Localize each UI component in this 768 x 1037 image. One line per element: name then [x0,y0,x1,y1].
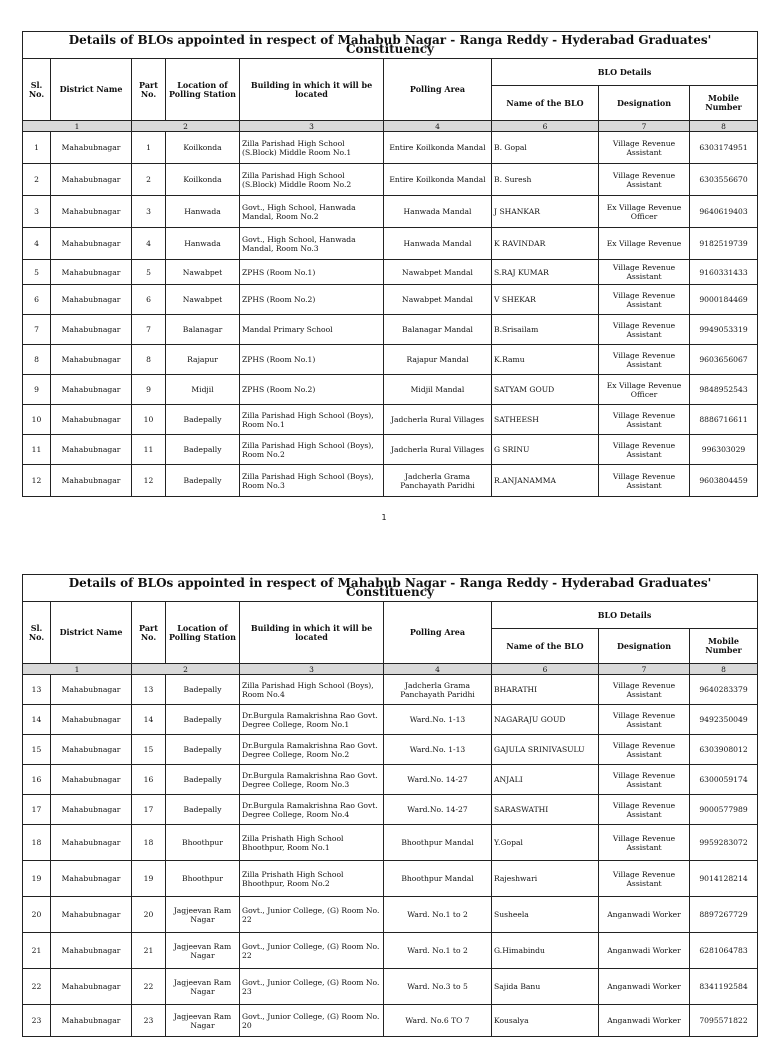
table-row [23,315,758,345]
cell-mobile: 9492350049 [690,705,758,735]
cell-sl-no: 19 [23,861,51,897]
cell-mobile: 9949053319 [690,315,758,345]
cell-district: Mahabubnagar [51,933,132,969]
cell-location: Nawabpet [166,285,240,315]
cell-mobile: 8897267729 [690,897,758,933]
cell-location: Badepally [166,705,240,735]
cell-building: Govt., Junior College, (G) Room No. 20 [240,1005,384,1037]
cell-district: Mahabubnagar [51,260,132,285]
cell-location: Badepally [166,435,240,465]
cell-blo-name: K RAVINDAR [492,228,599,260]
header-sl-no: Sl. No. [23,602,51,664]
cell-district: Mahabubnagar [51,1005,132,1037]
cell-polling-area: Ward.No. 14-27 [384,765,492,795]
cell-district: Mahabubnagar [51,164,132,196]
cell-district: Mahabubnagar [51,795,132,825]
cell-designation: Village Revenue Assistant [599,132,690,164]
cell-building: Dr.Burgula Ramakrishna Rao Govt. Degree College, Room No.1 [240,705,384,735]
cell-district: Mahabubnagar [51,705,132,735]
cell-district: Mahabubnagar [51,765,132,795]
cell-part-no: 1 [132,132,166,164]
cell-part-no: 20 [132,897,166,933]
cell-building: Zilla Prishath High School Bhoothpur, Room No.2 [240,861,384,897]
cell-mobile: 8886716611 [690,405,758,435]
page-number: 1 [381,513,387,522]
cell-part-no: 17 [132,795,166,825]
cell-building: Govt., High School, Hanwada Mandal, Room No.2 [240,196,384,228]
cell-blo-name: G SRINU [492,435,599,465]
header-location: Location of Polling Station [166,602,240,664]
cell-part-no: 19 [132,861,166,897]
cell-part-no: 12 [132,465,166,497]
cell-mobile: 9959283072 [690,825,758,861]
cell-polling-area: Jadcherla Rural Villages [384,435,492,465]
cell-building: Dr.Burgula Ramakrishna Rao Govt. Degree College, Room No.3 [240,765,384,795]
cell-district: Mahabubnagar [51,897,132,933]
cell-polling-area: Nawabpet Mandal [384,260,492,285]
column-number: 1 [23,121,132,132]
cell-building: Zilla Parishad High School (S.Block) Middle Room No.1 [240,132,384,164]
cell-part-no: 8 [132,345,166,375]
cell-designation: Village Revenue Assistant [599,705,690,735]
cell-building: Govt., High School, Hanwada Mandal, Room No.3 [240,228,384,260]
cell-sl-no: 13 [23,675,51,705]
cell-building: Zilla Parishad High School (Boys), Room No.4 [240,675,384,705]
table-row [23,795,758,825]
header-building: Building in which it will be located [240,59,384,121]
cell-sl-no: 20 [23,897,51,933]
cell-blo-name: GAJULA SRINIVASULU [492,735,599,765]
cell-location: Badepally [166,405,240,435]
cell-location: Hanwada [166,196,240,228]
cell-polling-area: Jadcherla Grama Panchayath Paridhi [384,465,492,497]
table-title: Details of BLOs appointed in respect of Mahabub Nagar - Ranga Reddy - Hyderabad Graduates' Constituency [23,575,758,602]
cell-blo-name: B. Gopal [492,132,599,164]
cell-designation: Village Revenue Assistant [599,315,690,345]
table-row [23,196,758,228]
table-row [23,735,758,765]
cell-district: Mahabubnagar [51,825,132,861]
cell-mobile: 9848952543 [690,375,758,405]
cell-building: Zilla Parishad High School (Boys), Room No.2 [240,435,384,465]
cell-part-no: 13 [132,675,166,705]
cell-mobile: 6303556670 [690,164,758,196]
cell-designation: Village Revenue Assistant [599,735,690,765]
cell-location: Hanwada [166,228,240,260]
cell-district: Mahabubnagar [51,735,132,765]
table-row [23,285,758,315]
cell-sl-no: 18 [23,825,51,861]
column-number: 7 [599,664,690,675]
cell-polling-area: Ward.No. 14-27 [384,795,492,825]
column-number: 6 [492,121,599,132]
cell-building: Govt., Junior College, (G) Room No. 22 [240,933,384,969]
table-row [23,861,758,897]
cell-polling-area: Hanwada Mandal [384,228,492,260]
table-row [23,260,758,285]
cell-district: Mahabubnagar [51,861,132,897]
cell-part-no: 3 [132,196,166,228]
cell-polling-area: Balanagar Mandal [384,315,492,345]
cell-sl-no: 4 [23,228,51,260]
cell-designation: Anganwadi Worker [599,1005,690,1037]
column-number: 1 [23,664,132,675]
cell-mobile: 6300059174 [690,765,758,795]
cell-polling-area: Ward. No.1 to 2 [384,897,492,933]
cell-location: Balanagar [166,315,240,345]
cell-polling-area: Midjil Mandal [384,375,492,405]
cell-location: Badepally [166,675,240,705]
table-row [23,969,758,1005]
cell-sl-no: 6 [23,285,51,315]
cell-blo-name: S.RAJ KUMAR [492,260,599,285]
cell-sl-no: 10 [23,405,51,435]
cell-district: Mahabubnagar [51,675,132,705]
cell-building: Dr.Burgula Ramakrishna Rao Govt. Degree College, Room No.2 [240,735,384,765]
column-number-row [23,121,758,132]
cell-blo-name: G.Himabindu [492,933,599,969]
cell-mobile: 9160331433 [690,260,758,285]
cell-sl-no: 17 [23,795,51,825]
cell-building: Zilla Parishad High School (Boys), Room No.1 [240,405,384,435]
cell-sl-no: 21 [23,933,51,969]
cell-polling-area: Entire Koilkonda Mandal [384,132,492,164]
cell-mobile: 9000577989 [690,795,758,825]
cell-part-no: 14 [132,705,166,735]
header-part-no: Part No. [132,59,166,121]
header-designation: Designation [599,86,690,121]
cell-location: Jagjeevan Ram Nagar [166,969,240,1005]
cell-polling-area: Nawabpet Mandal [384,285,492,315]
cell-building: Zilla Parishad High School (S.Block) Middle Room No.2 [240,164,384,196]
cell-designation: Anganwadi Worker [599,933,690,969]
cell-polling-area: Ward. No.6 TO 7 [384,1005,492,1037]
cell-mobile: 9603656067 [690,345,758,375]
header-blo-details: BLO Details [492,602,758,629]
cell-location: Nawabpet [166,260,240,285]
blo-table-page-1 [22,31,757,497]
cell-designation: Village Revenue Assistant [599,164,690,196]
cell-designation: Ex Village Revenue Officer [599,196,690,228]
cell-blo-name: Y.Gopal [492,825,599,861]
column-number: 8 [690,664,758,675]
header-mobile: Mobile Number [690,629,758,664]
cell-mobile: 9014128214 [690,861,758,897]
header-designation: Designation [599,629,690,664]
header-sl-no: Sl. No. [23,59,51,121]
cell-sl-no: 1 [23,132,51,164]
table-row [23,435,758,465]
table-row [23,1005,758,1037]
header-building: Building in which it will be located [240,602,384,664]
cell-sl-no: 12 [23,465,51,497]
cell-location: Jagjeevan Ram Nagar [166,933,240,969]
column-number: 6 [492,664,599,675]
table-row [23,375,758,405]
table-row [23,705,758,735]
cell-polling-area: Rajapur Mandal [384,345,492,375]
header-polling-area: Polling Area [384,59,492,121]
cell-polling-area: Ward. No.3 to 5 [384,969,492,1005]
cell-sl-no: 22 [23,969,51,1005]
header-district: District Name [51,602,132,664]
header-polling-area: Polling Area [384,602,492,664]
cell-building: Zilla Prishath High School Bhoothpur, Room No.1 [240,825,384,861]
cell-district: Mahabubnagar [51,285,132,315]
cell-part-no: 15 [132,735,166,765]
cell-location: Midjil [166,375,240,405]
column-number: 3 [240,121,384,132]
cell-polling-area: Bhoothpur Mandal [384,861,492,897]
cell-location: Badepally [166,465,240,497]
cell-sl-no: 23 [23,1005,51,1037]
cell-district: Mahabubnagar [51,315,132,345]
cell-polling-area: Bhoothpur Mandal [384,825,492,861]
blo-table-page-2 [22,574,757,1037]
cell-polling-area: Ward.No. 1-13 [384,705,492,735]
cell-sl-no: 9 [23,375,51,405]
cell-blo-name: ANJALI [492,765,599,795]
cell-building: Dr.Burgula Ramakrishna Rao Govt. Degree College, Room No.4 [240,795,384,825]
cell-part-no: 7 [132,315,166,345]
cell-sl-no: 16 [23,765,51,795]
cell-blo-name: B.Srisailam [492,315,599,345]
table-body [23,675,758,1037]
cell-designation: Ex Village Revenue Officer [599,375,690,405]
cell-mobile: 8341192584 [690,969,758,1005]
cell-designation: Village Revenue Assistant [599,765,690,795]
cell-sl-no: 14 [23,705,51,735]
cell-polling-area: Ward.No. 1-13 [384,735,492,765]
cell-sl-no: 3 [23,196,51,228]
cell-blo-name: SATYAM GOUD [492,375,599,405]
table-row [23,132,758,164]
table-row [23,825,758,861]
cell-district: Mahabubnagar [51,375,132,405]
table-row [23,465,758,497]
cell-blo-name: Susheela [492,897,599,933]
cell-building: ZPHS (Room No.1) [240,345,384,375]
cell-mobile: 6303908012 [690,735,758,765]
cell-designation: Village Revenue Assistant [599,675,690,705]
cell-district: Mahabubnagar [51,345,132,375]
cell-location: Bhoothpur [166,861,240,897]
cell-blo-name: V SHEKAR [492,285,599,315]
cell-district: Mahabubnagar [51,435,132,465]
header-blo-name: Name of the BLO [492,86,599,121]
cell-blo-name: J SHANKAR [492,196,599,228]
cell-location: Rajapur [166,345,240,375]
cell-mobile: 996303029 [690,435,758,465]
cell-part-no: 16 [132,765,166,795]
cell-blo-name: B. Suresh [492,164,599,196]
cell-building: ZPHS (Room No.2) [240,285,384,315]
cell-district: Mahabubnagar [51,969,132,1005]
cell-district: Mahabubnagar [51,132,132,164]
cell-part-no: 10 [132,405,166,435]
cell-sl-no: 8 [23,345,51,375]
table-row [23,765,758,795]
table-row [23,897,758,933]
cell-building: Zilla Parishad High School (Boys), Room No.3 [240,465,384,497]
cell-sl-no: 7 [23,315,51,345]
column-number: 2 [132,664,240,675]
table-row [23,675,758,705]
cell-location: Badepally [166,765,240,795]
cell-designation: Village Revenue Assistant [599,285,690,315]
cell-building: Mandal Primary School [240,315,384,345]
table-row [23,933,758,969]
cell-part-no: 4 [132,228,166,260]
table-row [23,345,758,375]
cell-part-no: 23 [132,1005,166,1037]
cell-mobile: 9182519739 [690,228,758,260]
column-number: 3 [240,664,384,675]
column-number-row [23,664,758,675]
cell-district: Mahabubnagar [51,196,132,228]
cell-designation: Anganwadi Worker [599,897,690,933]
cell-polling-area: Entire Koilkonda Mandal [384,164,492,196]
cell-blo-name: SARASWATHI [492,795,599,825]
header-mobile: Mobile Number [690,86,758,121]
cell-district: Mahabubnagar [51,405,132,435]
cell-building: Govt., Junior College, (G) Room No. 22 [240,897,384,933]
cell-sl-no: 11 [23,435,51,465]
cell-mobile: 9640619403 [690,196,758,228]
cell-location: Badepally [166,795,240,825]
cell-polling-area: Jadcherla Grama Panchayath Paridhi [384,675,492,705]
cell-mobile: 6281064783 [690,933,758,969]
cell-part-no: 21 [132,933,166,969]
table-row [23,405,758,435]
cell-building: Govt., Junior College, (G) Room No. 23 [240,969,384,1005]
header-blo-name: Name of the BLO [492,629,599,664]
cell-designation: Village Revenue Assistant [599,435,690,465]
cell-sl-no: 2 [23,164,51,196]
table-title: Details of BLOs appointed in respect of Mahabub Nagar - Ranga Reddy - Hyderabad Graduates' Constituency [23,32,758,59]
cell-designation: Village Revenue Assistant [599,405,690,435]
cell-building: ZPHS (Room No.2) [240,375,384,405]
cell-designation: Village Revenue Assistant [599,825,690,861]
cell-part-no: 22 [132,969,166,1005]
header-location: Location of Polling Station [166,59,240,121]
header-blo-details: BLO Details [492,59,758,86]
column-number: 8 [690,121,758,132]
cell-polling-area: Hanwada Mandal [384,196,492,228]
cell-polling-area: Ward. No.1 to 2 [384,933,492,969]
cell-designation: Village Revenue Assistant [599,345,690,375]
cell-designation: Village Revenue Assistant [599,795,690,825]
cell-location: Jagjeevan Ram Nagar [166,897,240,933]
cell-designation: Ex Village Revenue [599,228,690,260]
cell-district: Mahabubnagar [51,228,132,260]
cell-blo-name: Rajeshwari [492,861,599,897]
header-part-no: Part No. [132,602,166,664]
cell-part-no: 9 [132,375,166,405]
cell-blo-name: K.Ramu [492,345,599,375]
cell-blo-name: Sajida Banu [492,969,599,1005]
cell-part-no: 5 [132,260,166,285]
cell-location: Koilkonda [166,132,240,164]
cell-part-no: 6 [132,285,166,315]
cell-building: ZPHS (Room No.1) [240,260,384,285]
cell-mobile: 9640283379 [690,675,758,705]
cell-mobile: 9603804459 [690,465,758,497]
cell-part-no: 18 [132,825,166,861]
cell-designation: Anganwadi Worker [599,969,690,1005]
table-row [23,228,758,260]
column-number: 7 [599,121,690,132]
cell-sl-no: 15 [23,735,51,765]
cell-designation: Village Revenue Assistant [599,861,690,897]
cell-blo-name: Kousalya [492,1005,599,1037]
cell-location: Koilkonda [166,164,240,196]
cell-blo-name: NAGARAJU GOUD [492,705,599,735]
column-number: 2 [132,121,240,132]
column-number: 4 [384,664,492,675]
cell-sl-no: 5 [23,260,51,285]
table-row [23,164,758,196]
cell-district: Mahabubnagar [51,465,132,497]
column-number: 4 [384,121,492,132]
cell-polling-area: Jadcherla Rural Villages [384,405,492,435]
cell-location: Badepally [166,735,240,765]
cell-part-no: 2 [132,164,166,196]
table-body [23,132,758,497]
cell-part-no: 11 [132,435,166,465]
cell-mobile: 6303174951 [690,132,758,164]
cell-location: Jagjeevan Ram Nagar [166,1005,240,1037]
cell-blo-name: BHARATHI [492,675,599,705]
cell-location: Bhoothpur [166,825,240,861]
cell-blo-name: R.ANJANAMMA [492,465,599,497]
cell-blo-name: SATHEESH [492,405,599,435]
cell-mobile: 7095571822 [690,1005,758,1037]
cell-mobile: 9000184469 [690,285,758,315]
cell-designation: Village Revenue Assistant [599,260,690,285]
header-district: District Name [51,59,132,121]
cell-designation: Village Revenue Assistant [599,465,690,497]
